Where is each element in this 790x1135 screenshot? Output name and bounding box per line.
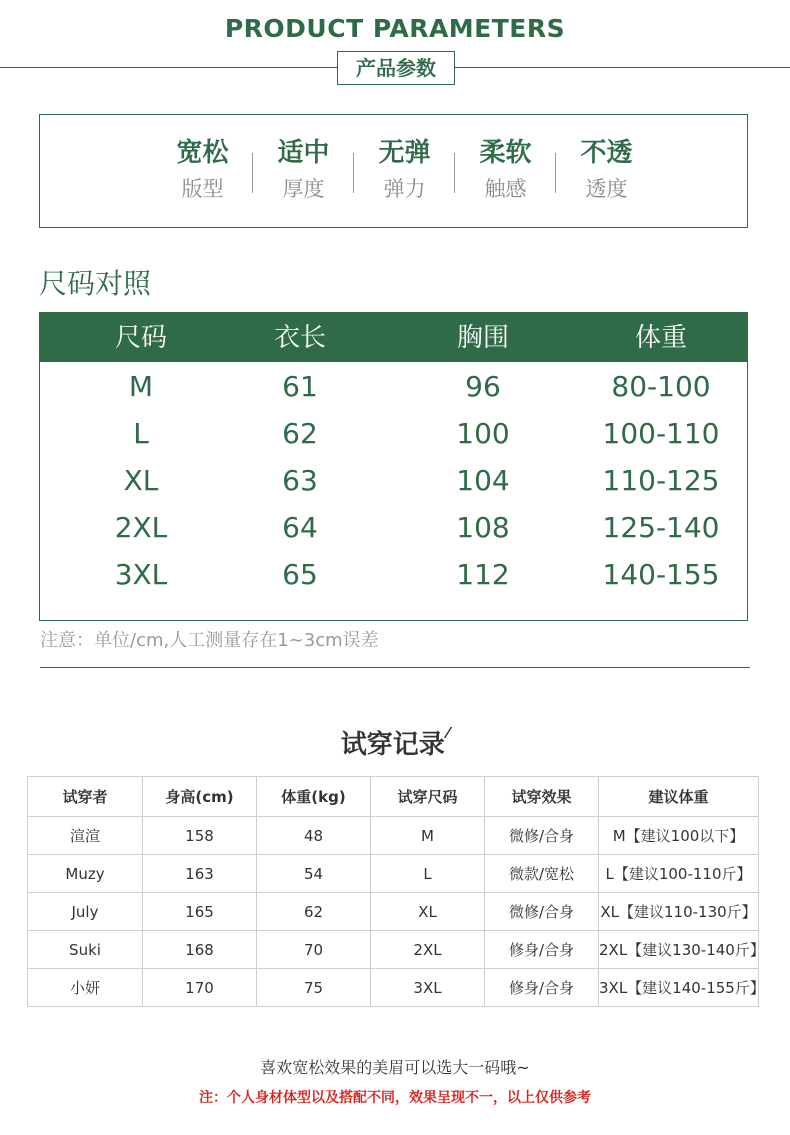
attributes-panel — [39, 114, 748, 228]
attribute-value: 适中 — [277, 138, 330, 168]
table-cell: 62 — [257, 893, 371, 931]
table-cell: 170 — [143, 969, 257, 1007]
size-cell: 63 — [282, 464, 318, 497]
table-cell: July — [28, 893, 143, 931]
table-cell: 修身/合身 — [485, 931, 599, 969]
header-cell: 试穿尺码 — [371, 777, 485, 817]
size-cell: 125-140 — [602, 511, 720, 544]
header-cell: 试穿效果 — [485, 777, 599, 817]
attribute-label: 版型 — [181, 177, 224, 201]
table-cell: 168 — [143, 931, 257, 969]
size-cell: 140-155 — [602, 558, 720, 591]
table-cell: 微修/合身 — [485, 817, 599, 855]
table-cell: 158 — [143, 817, 257, 855]
size-cell: 2XL — [114, 511, 168, 544]
table-cell: 小妍 — [28, 969, 143, 1007]
attribute-value: 宽松 — [176, 138, 229, 168]
header-cell: 试穿者 — [28, 777, 143, 817]
attribute-label: 触感 — [484, 177, 527, 201]
table-cell: 3XL【建议140-155斤】 — [599, 969, 759, 1007]
table-header-row — [28, 777, 759, 817]
header-cell: 体重 — [634, 323, 687, 353]
table-cell: 70 — [257, 931, 371, 969]
size-cell: 104 — [456, 464, 510, 497]
size-cell: XL — [123, 464, 159, 497]
table-cell: 渲渲 — [28, 817, 143, 855]
try-on-table — [27, 776, 765, 1007]
size-chart-table — [39, 312, 748, 621]
table-cell: M — [371, 817, 485, 855]
header-cell: 建议体重 — [599, 777, 759, 817]
size-cell: 108 — [456, 511, 510, 544]
table-row — [28, 855, 759, 893]
table-cell: 2XL — [371, 931, 485, 969]
table-cell: XL【建议110-130斤】 — [599, 893, 759, 931]
title-chinese: 产品参数 — [337, 51, 455, 85]
attribute-label: 厚度 — [282, 177, 325, 201]
table-cell: 48 — [257, 817, 371, 855]
size-cell: 100-110 — [602, 417, 720, 450]
attribute-value: 无弹 — [378, 138, 431, 168]
table-cell: XL — [371, 893, 485, 931]
size-tip: 喜欢宽松效果的美眉可以选大一码哦~ — [260, 1058, 530, 1077]
table-cell: 2XL【建议130-140斤】 — [599, 931, 759, 969]
size-cell: M — [128, 370, 154, 403]
try-on-title — [0, 724, 790, 761]
size-cell: 62 — [282, 417, 318, 450]
measurement-note: 注意：单位/cm,人工测量存在1~3cm误差 — [40, 630, 379, 651]
size-chart-header — [40, 313, 747, 362]
table-cell: 163 — [143, 855, 257, 893]
attribute-elasticity — [354, 135, 455, 207]
header-cell: 胸围 — [456, 323, 509, 353]
size-cell: 64 — [282, 511, 318, 544]
section-divider — [40, 667, 750, 668]
header-cell: 体重(kg) — [257, 777, 371, 817]
table-cell: 3XL — [371, 969, 485, 1007]
try-on-title-text: 试穿记录 — [340, 730, 445, 760]
table-cell: M【建议100以下】 — [599, 817, 759, 855]
table-cell: 微款/宽松 — [485, 855, 599, 893]
table-cell: Muzy — [28, 855, 143, 893]
table-cell: 修身/合身 — [485, 969, 599, 1007]
attribute-touch — [455, 135, 556, 207]
size-cell: 3XL — [114, 558, 168, 591]
size-chart-title: 尺码对照 — [39, 267, 152, 300]
attribute-label: 透度 — [585, 177, 628, 201]
attribute-thickness — [253, 135, 354, 207]
size-cell: 80-100 — [611, 370, 711, 403]
size-cell: 65 — [282, 558, 318, 591]
table-cell: 微修/合身 — [485, 893, 599, 931]
table-row — [28, 969, 759, 1007]
table-row — [28, 817, 759, 855]
table-cell: 165 — [143, 893, 257, 931]
attribute-label: 弹力 — [383, 177, 426, 201]
disclaimer: 注：个人身材体型以及搭配不同，效果呈现不一，以上仅供参考 — [199, 1090, 591, 1106]
table-cell: 54 — [257, 855, 371, 893]
size-cell: 61 — [282, 370, 318, 403]
attribute-transparency — [556, 135, 657, 207]
attribute-value: 柔软 — [479, 138, 532, 168]
sparkle-icon: ⁄ — [446, 724, 450, 742]
size-cell: L — [133, 417, 149, 450]
size-cell: 112 — [456, 558, 510, 591]
header-cell: 身高(cm) — [143, 777, 257, 817]
table-cell: Suki — [28, 931, 143, 969]
header-cell: 衣长 — [273, 323, 326, 353]
title-english: PRODUCT PARAMETERS — [224, 14, 566, 43]
table-cell: L — [371, 855, 485, 893]
table-row — [28, 931, 759, 969]
table-row — [28, 893, 759, 931]
size-cell: 100 — [456, 417, 510, 450]
size-cell: 110-125 — [602, 464, 720, 497]
attribute-value: 不透 — [580, 138, 633, 168]
table-cell: L【建议100-110斤】 — [599, 855, 759, 893]
attribute-fit — [152, 135, 253, 207]
header-cell: 尺码 — [114, 323, 167, 353]
table-cell: 75 — [257, 969, 371, 1007]
size-cell: 96 — [465, 370, 501, 403]
